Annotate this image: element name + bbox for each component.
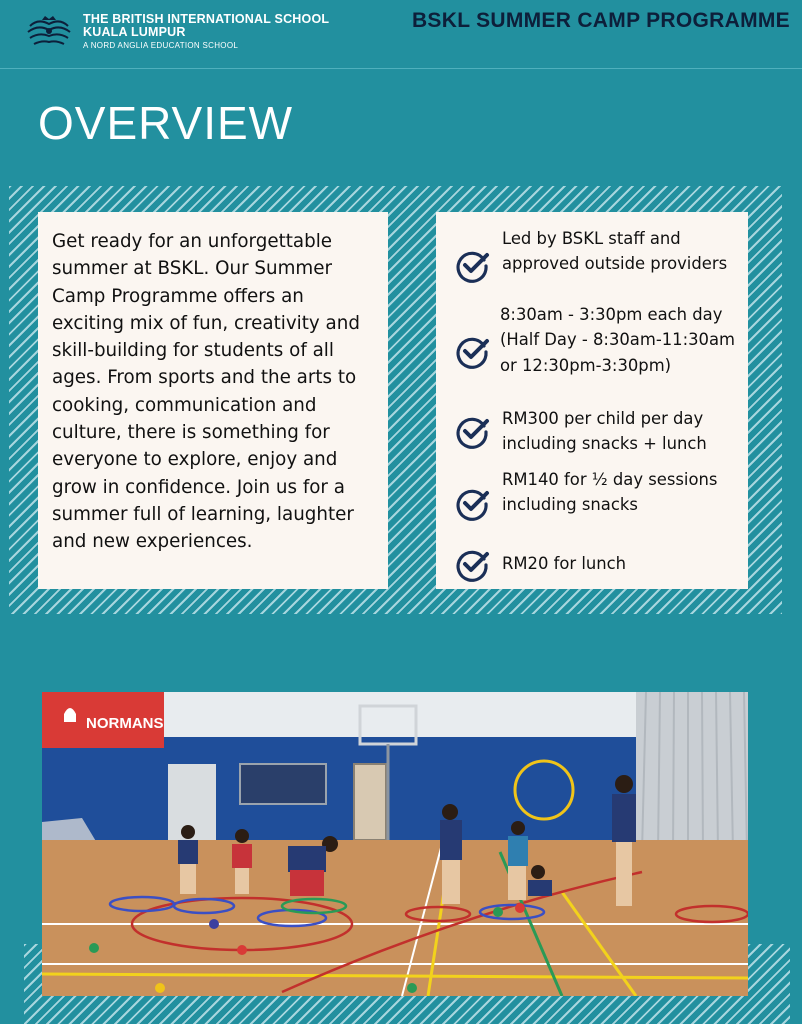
school-name [83, 13, 329, 52]
intro-text: Get ready for an unforgettable summer at BSKL. Our Summer Camp Programme offers an exciting mix of fun, creativity and skill-building for students of all ages. From sports and the arts to cooking, communication and culture, there is something for everyone to explore, enjoy and grow in confidence. Join us for a summer full of learning, laughter and new experiences. [52, 231, 360, 553]
normans-banner [42, 692, 164, 748]
detail-text: RM140 for ½ day sessions including snacks [502, 470, 718, 515]
programme-title: BSKL SUMMER CAMP PROGRAMME [411, 9, 790, 32]
banner-text: NORMANS [86, 715, 164, 732]
header-divider [0, 68, 802, 69]
check-circle-icon [454, 334, 490, 370]
school-name-line2: KUALA LUMPUR [83, 25, 186, 39]
detail-text: 8:30am - 3:30pm each day (Half Day - 8:30am-11:30am or 12:30pm-3:30pm) [500, 305, 735, 375]
overview-heading: OVERVIEW [38, 97, 294, 149]
intro-card [38, 212, 388, 589]
school-tagline: A NORD ANGLIA EDUCATION SCHOOL [83, 41, 239, 50]
detail-text: RM20 for lunch [502, 554, 627, 573]
sports-hall-photo [42, 692, 748, 996]
check-circle-icon [454, 547, 490, 583]
check-circle-icon [454, 486, 490, 522]
header [0, 0, 802, 68]
detail-text: Led by BSKL staff and approved outside providers [502, 229, 728, 274]
school-crest-icon [24, 14, 74, 50]
check-circle-icon [454, 414, 490, 450]
check-circle-icon [454, 248, 490, 284]
details-card [436, 212, 748, 589]
school-name-line1: THE BRITISH INTERNATIONAL SCHOOL [83, 12, 330, 26]
detail-text: RM300 per child per day including snacks + lunch [502, 409, 707, 454]
